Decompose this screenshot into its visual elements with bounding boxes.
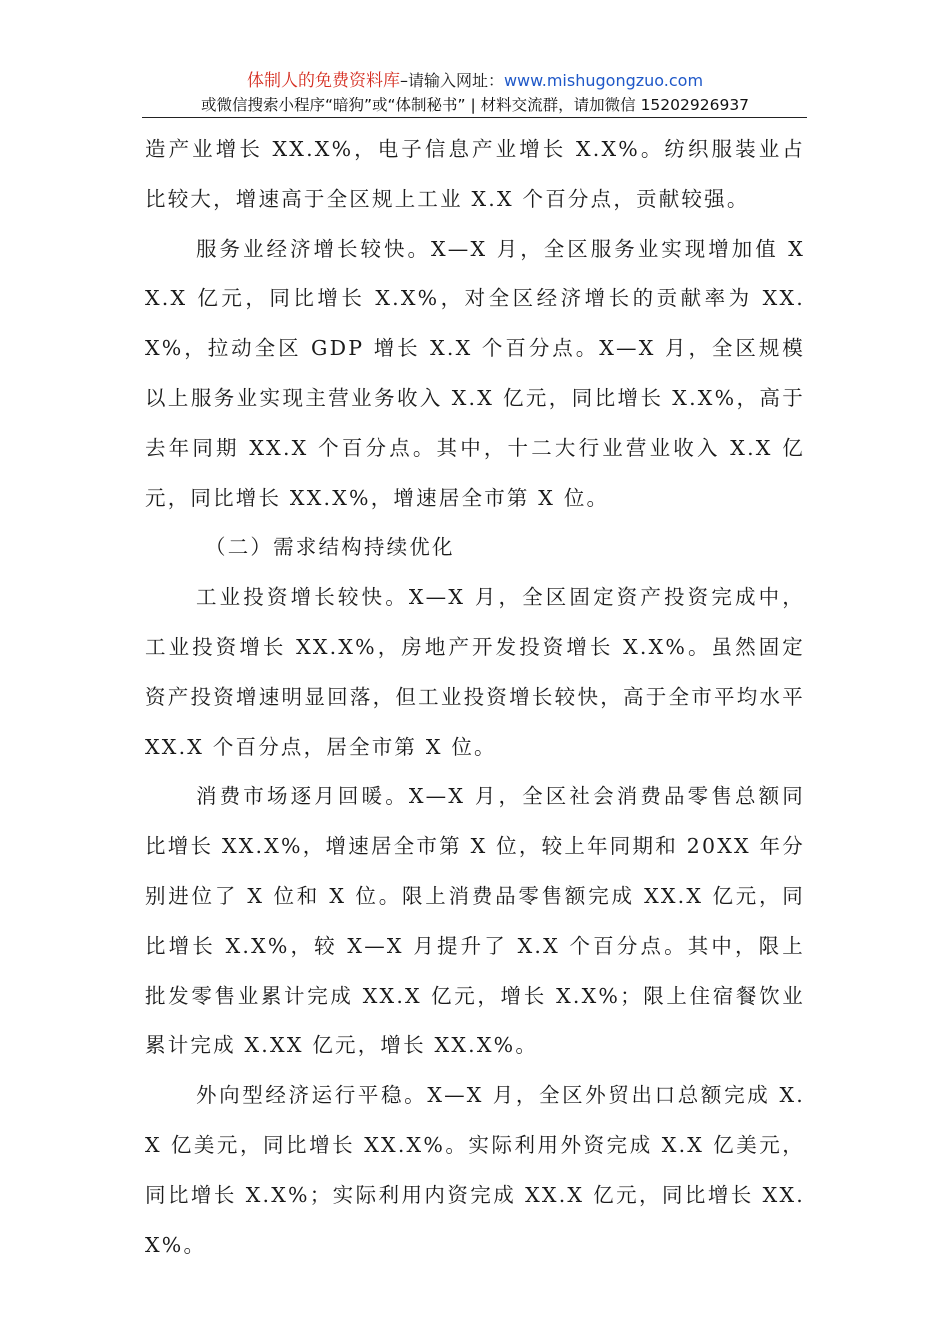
page-header bbox=[0, 70, 950, 116]
website-link[interactable]: www.mishugongzuo.com bbox=[503, 71, 704, 90]
header-divider bbox=[142, 117, 807, 118]
paragraph: 外向型经济运行平稳。X—X 月，全区外贸出口总额完成 X.X 亿美元，同比增长 XX.X%。实际利用外资完成 X.X 亿美元，同比增长 X.X%；实际利用内资完成 XX.X 亿元，同比增长 XX.X%。 bbox=[145, 1083, 805, 1257]
brand-title: 体制人的免费资料库 bbox=[246, 71, 400, 91]
paragraph: 造产业增长 XX.X%，电子信息产业增长 X.X%。纺织服装业占比较大，增速高于全区规上工业 X.X 个百分点，贡献较强。 bbox=[145, 137, 805, 211]
document-body bbox=[145, 125, 805, 1270]
header-line-2: 或微信搜索小程序“暗狗”或“体制秘书” | 材料交流群，请加微信 15202926937 bbox=[200, 96, 750, 114]
paragraph: 工业投资增长较快。X—X 月，全区固定资产投资完成中，工业投资增长 XX.X%，房地产开发投资增长 X.X%。虽然固定资产投资增速明显回落，但工业投资增长较快，高于全市平均水平 XX.X 个百分点，居全市第 X 位。 bbox=[145, 585, 805, 759]
paragraph: 消费市场逐月回暖。X—X 月，全区社会消费品零售总额同比增长 XX.X%，增速居全市第 X 位，较上年同期和 20XX 年分别进位了 X 位和 X 位。限上消费品零售额完成 XX.X 亿元，同比增长 X.X%，较 X—X 月提升了 X.X 个百分点。其中，限上批发零售业累计完成 XX.X 亿元，增长 X.X%；限上住宿餐饮业累计完成 X.XX 亿元，增长 XX.X%。 bbox=[145, 784, 805, 1058]
header-line-1 bbox=[0, 70, 950, 92]
paragraph: 服务业经济增长较快。X—X 月，全区服务业实现增加值 XX.X 亿元，同比增长 X.X%，对全区经济增长的贡献率为 XX.X%，拉动全区 GDP 增长 X.X 个百分点。X—X 月，全区规模以上服务业实现主营业务收入 X.X 亿元，同比增长 X.X%，高于去年同期 XX.X 个百分点。其中，十二大行业营业收入 X.X 亿元，同比增长 XX.X%，增速居全市第 X 位。 bbox=[145, 236, 805, 510]
section-heading: （二）需求结构持续优化 bbox=[205, 535, 455, 560]
url-prompt: –请输入网址： bbox=[399, 71, 504, 90]
